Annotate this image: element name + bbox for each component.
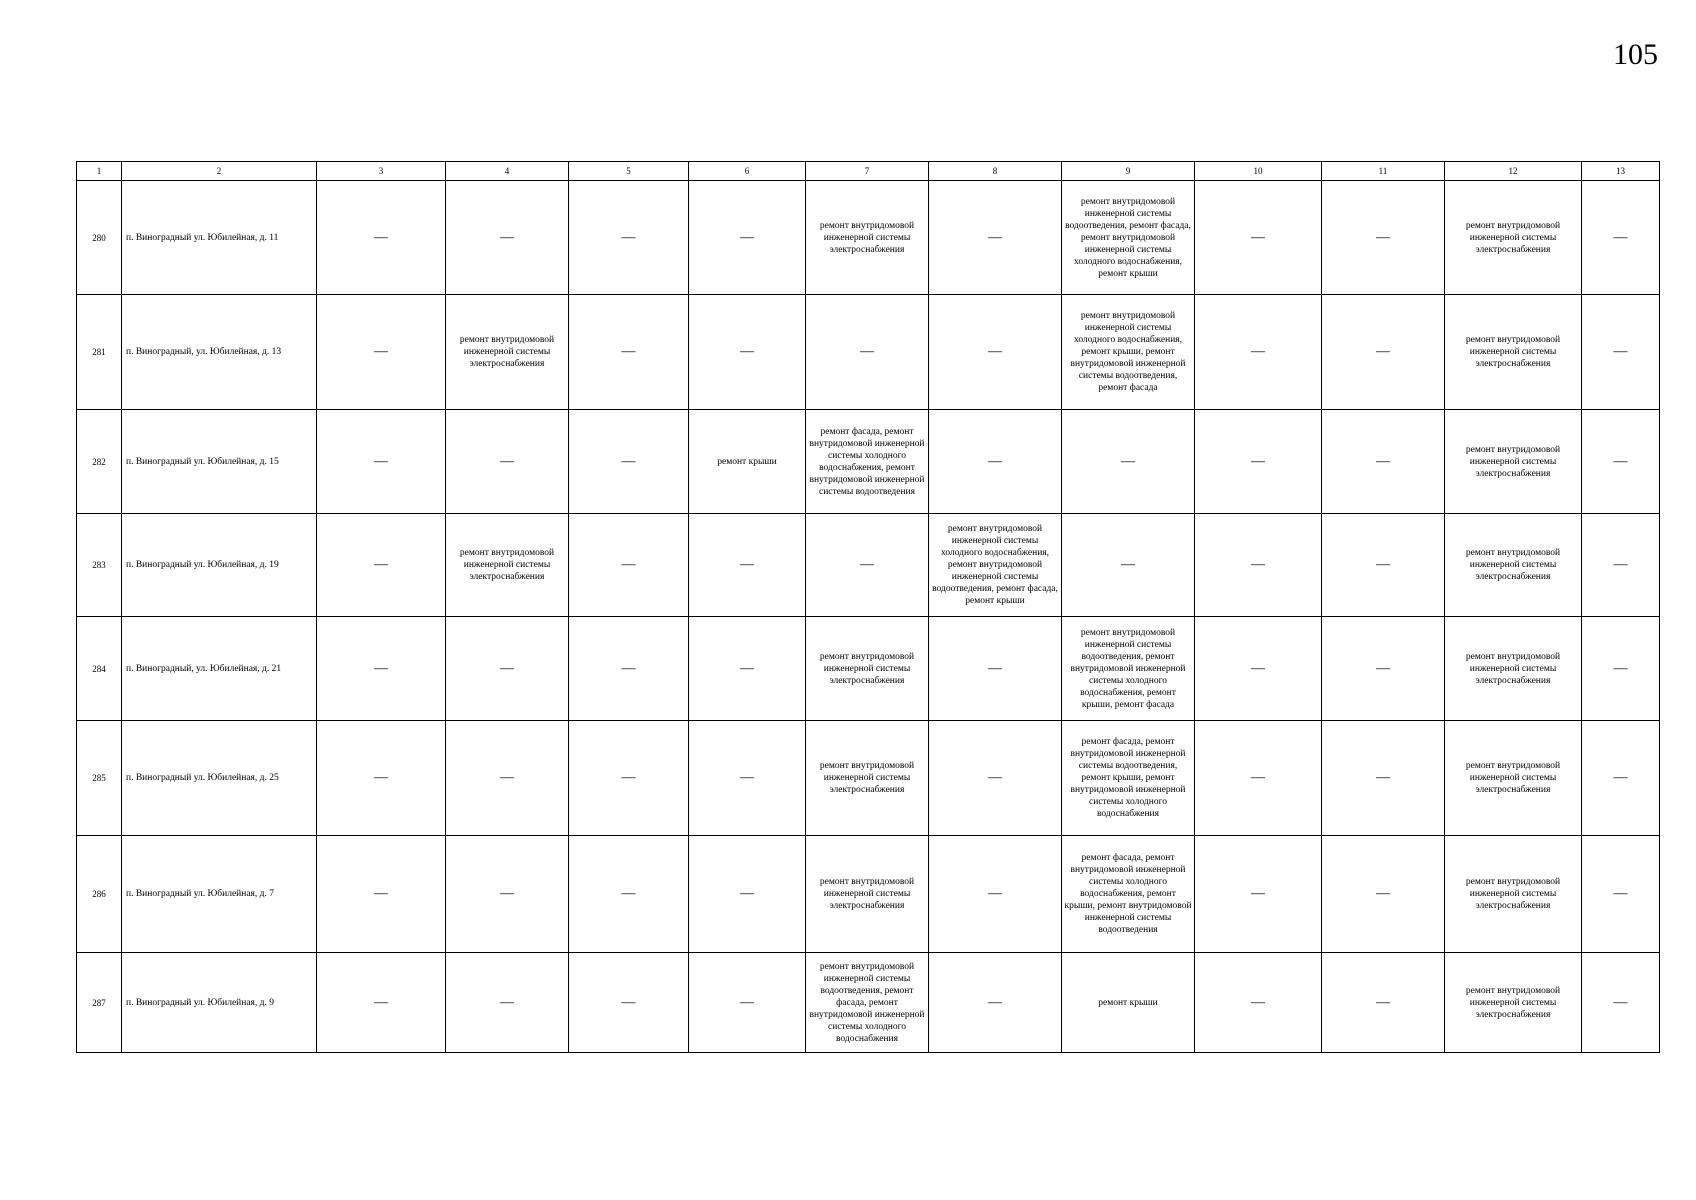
table-cell bbox=[569, 295, 689, 410]
empty-dash-cell: — bbox=[988, 660, 1002, 676]
table-cell bbox=[689, 514, 806, 617]
row-address: п. Виноградный ул. Юбилейная, д. 15 bbox=[122, 410, 317, 514]
table-cell bbox=[1195, 410, 1322, 514]
table-cell bbox=[1195, 953, 1322, 1053]
table-cell bbox=[1322, 410, 1445, 514]
table-cell bbox=[929, 410, 1062, 514]
empty-dash-cell: — bbox=[500, 660, 514, 676]
table-cell bbox=[1445, 617, 1582, 721]
table-cell bbox=[1062, 181, 1195, 295]
table-cell bbox=[1582, 295, 1660, 410]
table-cell bbox=[1062, 721, 1195, 836]
table-cell bbox=[317, 514, 446, 617]
empty-dash-cell: — bbox=[1613, 344, 1628, 359]
table-cell bbox=[1195, 295, 1322, 410]
empty-dash-cell: — bbox=[1121, 557, 1135, 572]
empty-dash-cell: — bbox=[621, 453, 636, 469]
row-number: 284 bbox=[77, 617, 122, 721]
repair-schedule-table-container bbox=[76, 161, 1660, 1053]
table-cell bbox=[1582, 721, 1660, 836]
table-cell bbox=[1322, 836, 1445, 953]
table-cell bbox=[806, 836, 929, 953]
work-type-cell: ремонт фасада, ремонт внутридомовой инженерной системы водоотведения, ремонт крыши, ремонт внутридомовой инженерной системы холодного водоснабжения bbox=[1070, 737, 1186, 819]
empty-dash-cell: — bbox=[740, 770, 754, 785]
empty-dash-cell: — bbox=[374, 229, 388, 245]
empty-dash-cell: — bbox=[374, 770, 388, 785]
table-cell bbox=[1445, 721, 1582, 836]
table-cell bbox=[689, 836, 806, 953]
work-type-cell: ремонт внутридомовой инженерной системы электроснабжения bbox=[459, 548, 555, 582]
work-type-cell: ремонт внутридомовой инженерной системы холодного водоснабжения, ремонт внутридомовой инженерной системы водоотведения, ремонт фасада, ремонт крыши bbox=[932, 524, 1058, 606]
work-type-cell: ремонт внутридомовой инженерной системы водоотведения, ремонт внутридомовой инженерной системы холодного водоснабжения, ремонт крыши, ремонт фасада bbox=[1070, 627, 1186, 710]
table-cell bbox=[569, 953, 689, 1053]
table-cell bbox=[1195, 181, 1322, 295]
empty-dash-cell: — bbox=[1376, 770, 1390, 785]
work-type-cell: ремонт внутридомовой инженерной системы водоотведения, ремонт фасада, ремонт внутридомовой инженерной системы холодного водоснабжения bbox=[809, 961, 925, 1044]
empty-dash-cell: — bbox=[621, 660, 636, 676]
table-cell bbox=[317, 410, 446, 514]
row-number: 287 bbox=[77, 953, 122, 1053]
row-address: п. Виноградный, ул. Юбилейная, д. 21 bbox=[122, 617, 317, 721]
empty-dash-cell: — bbox=[374, 557, 388, 572]
table-row bbox=[77, 514, 1660, 617]
table-cell bbox=[446, 617, 569, 721]
table-cell bbox=[1195, 836, 1322, 953]
column-header: 9 bbox=[1062, 162, 1195, 181]
work-type-cell: ремонт внутридомовой инженерной системы электроснабжения bbox=[1465, 985, 1561, 1020]
column-header: 5 bbox=[569, 162, 689, 181]
table-cell bbox=[929, 836, 1062, 953]
table-cell bbox=[1195, 514, 1322, 617]
work-type-cell: ремонт фасада, ремонт внутридомовой инженерной системы холодного водоснабжения, ремонт крыши, ремонт внутридомовой инженерной системы водоотведения bbox=[1064, 853, 1192, 935]
table-cell bbox=[1322, 953, 1445, 1053]
table-cell bbox=[317, 721, 446, 836]
empty-dash-cell: — bbox=[1613, 453, 1628, 469]
empty-dash-cell: — bbox=[1613, 770, 1628, 785]
empty-dash-cell: — bbox=[621, 994, 636, 1010]
table-cell bbox=[1582, 181, 1660, 295]
table-cell bbox=[1322, 514, 1445, 617]
table-cell bbox=[806, 721, 929, 836]
table-cell bbox=[689, 617, 806, 721]
table-row bbox=[77, 410, 1660, 514]
table-cell bbox=[689, 410, 806, 514]
empty-dash-cell: — bbox=[1376, 660, 1390, 676]
empty-dash-cell: — bbox=[1376, 344, 1390, 359]
table-cell bbox=[446, 295, 569, 410]
table-row bbox=[77, 181, 1660, 295]
table-body bbox=[77, 162, 1660, 1053]
empty-dash-cell: — bbox=[500, 886, 514, 901]
column-header: 8 bbox=[929, 162, 1062, 181]
empty-dash-cell: — bbox=[374, 344, 388, 359]
table-cell bbox=[446, 410, 569, 514]
column-header: 6 bbox=[689, 162, 806, 181]
table-cell bbox=[1582, 617, 1660, 721]
table-row bbox=[77, 617, 1660, 721]
table-cell bbox=[806, 514, 929, 617]
empty-dash-cell: — bbox=[740, 994, 754, 1010]
table-cell bbox=[1445, 295, 1582, 410]
empty-dash-cell: — bbox=[621, 344, 636, 359]
work-type-cell: ремонт фасада, ремонт внутридомовой инженерной системы холодного водоснабжения, ремонт внутридомовой инженерной системы водоотведения bbox=[809, 426, 925, 497]
empty-dash-cell: — bbox=[740, 660, 754, 676]
empty-dash-cell: — bbox=[1376, 557, 1390, 572]
empty-dash-cell: — bbox=[1376, 994, 1390, 1010]
row-number: 286 bbox=[77, 836, 122, 953]
table-cell bbox=[569, 617, 689, 721]
column-header: 2 bbox=[122, 162, 317, 181]
table-cell bbox=[317, 836, 446, 953]
row-address: п. Виноградный ул. Юбилейная, д. 11 bbox=[122, 181, 317, 295]
work-type-cell: ремонт внутридомовой инженерной системы электроснабжения bbox=[459, 335, 555, 369]
table-cell bbox=[1582, 836, 1660, 953]
empty-dash-cell: — bbox=[621, 229, 636, 245]
empty-dash-cell: — bbox=[374, 453, 388, 469]
empty-dash-cell: — bbox=[740, 229, 754, 245]
empty-dash-cell: — bbox=[1613, 886, 1628, 901]
column-header: 10 bbox=[1195, 162, 1322, 181]
table-cell bbox=[1062, 410, 1195, 514]
empty-dash-cell: — bbox=[1376, 453, 1390, 469]
work-type-cell: ремонт внутридомовой инженерной системы электроснабжения bbox=[1465, 548, 1561, 582]
table-row bbox=[77, 836, 1660, 953]
empty-dash-cell: — bbox=[1613, 229, 1628, 245]
table-cell bbox=[446, 836, 569, 953]
work-type-cell: ремонт внутридомовой инженерной системы электроснабжения bbox=[819, 220, 915, 255]
empty-dash-cell: — bbox=[374, 994, 388, 1010]
work-type-cell: ремонт внутридомовой инженерной системы электроснабжения bbox=[1465, 651, 1561, 686]
table-cell bbox=[317, 181, 446, 295]
table-cell bbox=[1445, 836, 1582, 953]
empty-dash-cell: — bbox=[621, 886, 636, 901]
empty-dash-cell: — bbox=[740, 344, 754, 359]
table-cell bbox=[446, 721, 569, 836]
table-cell bbox=[1445, 953, 1582, 1053]
table-cell bbox=[569, 181, 689, 295]
work-type-cell: ремонт крыши bbox=[1098, 997, 1158, 1008]
empty-dash-cell: — bbox=[1251, 557, 1265, 572]
work-type-cell: ремонт крыши bbox=[717, 456, 777, 467]
table-row bbox=[77, 953, 1660, 1053]
row-address: п. Виноградный ул. Юбилейная, д. 7 bbox=[122, 836, 317, 953]
work-type-cell: ремонт внутридомовой инженерной системы электроснабжения bbox=[1465, 335, 1561, 369]
table-cell bbox=[569, 410, 689, 514]
column-header: 13 bbox=[1582, 162, 1660, 181]
empty-dash-cell: — bbox=[988, 229, 1002, 245]
table-cell bbox=[929, 181, 1062, 295]
table-cell bbox=[569, 721, 689, 836]
table-cell bbox=[1195, 721, 1322, 836]
empty-dash-cell: — bbox=[621, 770, 636, 785]
work-type-cell: ремонт внутридомовой инженерной системы электроснабжения bbox=[1465, 761, 1561, 795]
empty-dash-cell: — bbox=[1251, 229, 1265, 245]
empty-dash-cell: — bbox=[621, 557, 636, 572]
empty-dash-cell: — bbox=[500, 229, 514, 245]
column-header: 1 bbox=[77, 162, 122, 181]
work-type-cell: ремонт внутридомовой инженерной системы электроснабжения bbox=[1465, 877, 1561, 911]
empty-dash-cell: — bbox=[374, 660, 388, 676]
row-number: 281 bbox=[77, 295, 122, 410]
empty-dash-cell: — bbox=[1251, 453, 1265, 469]
table-cell bbox=[929, 295, 1062, 410]
table-cell bbox=[929, 514, 1062, 617]
table-cell bbox=[1445, 514, 1582, 617]
empty-dash-cell: — bbox=[1251, 344, 1265, 359]
table-row bbox=[77, 721, 1660, 836]
work-type-cell: ремонт внутридомовой инженерной системы электроснабжения bbox=[819, 651, 915, 686]
table-cell bbox=[806, 953, 929, 1053]
row-address: п. Виноградный, ул. Юбилейная, д. 13 bbox=[122, 295, 317, 410]
table-cell bbox=[1322, 617, 1445, 721]
empty-dash-cell: — bbox=[988, 344, 1002, 359]
table-cell bbox=[569, 514, 689, 617]
row-number: 285 bbox=[77, 721, 122, 836]
column-header: 7 bbox=[806, 162, 929, 181]
table-cell bbox=[569, 836, 689, 953]
empty-dash-cell: — bbox=[988, 453, 1002, 469]
table-cell bbox=[806, 181, 929, 295]
table-cell bbox=[317, 617, 446, 721]
table-cell bbox=[1322, 721, 1445, 836]
row-address: п. Виноградный ул. Юбилейная, д. 19 bbox=[122, 514, 317, 617]
row-number: 283 bbox=[77, 514, 122, 617]
column-header: 4 bbox=[446, 162, 569, 181]
column-header: 11 bbox=[1322, 162, 1445, 181]
table-cell bbox=[929, 617, 1062, 721]
empty-dash-cell: — bbox=[860, 344, 874, 359]
table-cell bbox=[689, 181, 806, 295]
work-type-cell: ремонт внутридомовой инженерной системы водоотведения, ремонт фасада, ремонт внутридомовой инженерной системы холодного водоснабжения, ремонт крыши bbox=[1065, 196, 1191, 279]
table-cell bbox=[806, 410, 929, 514]
empty-dash-cell: — bbox=[1613, 660, 1628, 676]
empty-dash-cell: — bbox=[500, 770, 514, 785]
table-cell bbox=[689, 295, 806, 410]
work-type-cell: ремонт внутридомовой инженерной системы электроснабжения bbox=[1465, 444, 1561, 479]
table-row bbox=[77, 295, 1660, 410]
table-cell bbox=[1445, 410, 1582, 514]
table-cell bbox=[806, 617, 929, 721]
column-header-row bbox=[77, 162, 1660, 181]
empty-dash-cell: — bbox=[860, 557, 874, 572]
empty-dash-cell: — bbox=[988, 994, 1002, 1010]
table-cell bbox=[1062, 295, 1195, 410]
row-number: 280 bbox=[77, 181, 122, 295]
empty-dash-cell: — bbox=[1251, 886, 1265, 901]
empty-dash-cell: — bbox=[1251, 994, 1265, 1010]
row-number: 282 bbox=[77, 410, 122, 514]
table-cell bbox=[1195, 617, 1322, 721]
work-type-cell: ремонт внутридомовой инженерной системы электроснабжения bbox=[819, 877, 915, 911]
table-cell bbox=[1445, 181, 1582, 295]
empty-dash-cell: — bbox=[1251, 770, 1265, 785]
row-address: п. Виноградный ул. Юбилейная, д. 25 bbox=[122, 721, 317, 836]
table-cell bbox=[1322, 295, 1445, 410]
page-number: 105 bbox=[1613, 38, 1658, 71]
column-header: 3 bbox=[317, 162, 446, 181]
row-address: п. Виноградный ул. Юбилейная, д. 9 bbox=[122, 953, 317, 1053]
empty-dash-cell: — bbox=[500, 994, 514, 1010]
table-cell bbox=[446, 181, 569, 295]
table-cell bbox=[317, 295, 446, 410]
table-cell bbox=[929, 953, 1062, 1053]
work-type-cell: ремонт внутридомовой инженерной системы электроснабжения bbox=[819, 761, 915, 795]
work-type-cell: ремонт внутридомовой инженерной системы электроснабжения bbox=[1465, 220, 1561, 255]
table-cell bbox=[689, 953, 806, 1053]
empty-dash-cell: — bbox=[1613, 994, 1628, 1010]
repair-schedule-table bbox=[76, 161, 1660, 1053]
table-cell bbox=[1582, 514, 1660, 617]
table-cell bbox=[806, 295, 929, 410]
empty-dash-cell: — bbox=[1376, 886, 1390, 901]
table-cell bbox=[1062, 514, 1195, 617]
empty-dash-cell: — bbox=[1251, 660, 1265, 676]
table-cell bbox=[446, 953, 569, 1053]
empty-dash-cell: — bbox=[1613, 557, 1628, 572]
table-cell bbox=[1062, 617, 1195, 721]
empty-dash-cell: — bbox=[988, 770, 1002, 785]
empty-dash-cell: — bbox=[1376, 229, 1390, 245]
table-cell bbox=[317, 953, 446, 1053]
table-cell bbox=[1062, 953, 1195, 1053]
empty-dash-cell: — bbox=[740, 886, 754, 901]
empty-dash-cell: — bbox=[740, 557, 754, 572]
table-cell bbox=[1582, 410, 1660, 514]
table-cell bbox=[929, 721, 1062, 836]
table-cell bbox=[1322, 181, 1445, 295]
table-cell bbox=[1582, 953, 1660, 1053]
column-header: 12 bbox=[1445, 162, 1582, 181]
empty-dash-cell: — bbox=[500, 453, 514, 469]
work-type-cell: ремонт внутридомовой инженерной системы холодного водоснабжения, ремонт крыши, ремонт внутридомовой инженерной системы водоотведения, ремонт фасада bbox=[1070, 311, 1186, 393]
table-cell bbox=[689, 721, 806, 836]
empty-dash-cell: — bbox=[1121, 453, 1135, 469]
table-cell bbox=[446, 514, 569, 617]
empty-dash-cell: — bbox=[374, 886, 388, 901]
table-cell bbox=[1062, 836, 1195, 953]
empty-dash-cell: — bbox=[988, 886, 1002, 901]
